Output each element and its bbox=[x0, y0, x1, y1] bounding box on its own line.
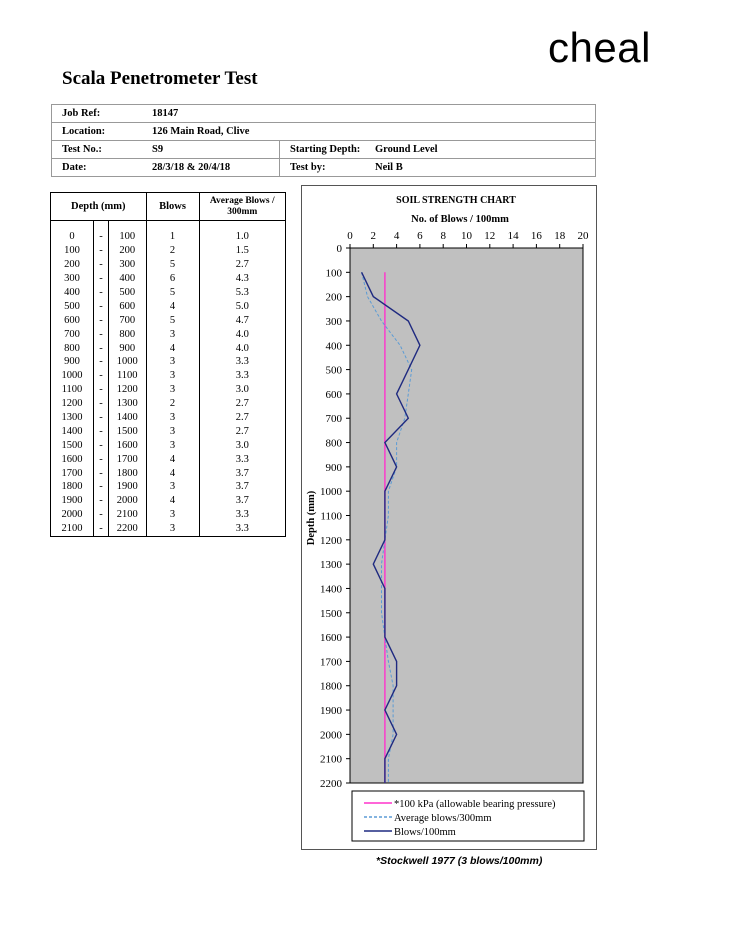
avg-blows-value: 3.0 bbox=[199, 383, 285, 397]
y-tick-label: 1700 bbox=[320, 656, 342, 669]
x-tick-label: 10 bbox=[461, 230, 472, 242]
table-row bbox=[51, 286, 286, 300]
x-tick-label: 4 bbox=[393, 230, 400, 242]
depth-from: 1500 bbox=[51, 438, 94, 452]
blows-value: 6 bbox=[146, 272, 199, 286]
y-tick-label: 1000 bbox=[320, 486, 342, 499]
depth-dash: - bbox=[94, 355, 109, 369]
depth-from: 500 bbox=[51, 299, 94, 313]
table-row bbox=[51, 438, 286, 452]
chart-title: SOIL STRENGTH CHART bbox=[396, 195, 516, 206]
table-row bbox=[51, 522, 286, 536]
table-row bbox=[51, 272, 286, 286]
blows-value: 3 bbox=[146, 369, 199, 383]
blows-value: 3 bbox=[146, 411, 199, 425]
depth-to: 1300 bbox=[109, 397, 147, 411]
depth-from: 0 bbox=[51, 230, 94, 244]
depth-to: 200 bbox=[109, 244, 147, 258]
depth-to: 400 bbox=[109, 272, 147, 286]
blows-value: 2 bbox=[146, 244, 199, 258]
table-row bbox=[51, 452, 286, 466]
depth-dash: - bbox=[94, 244, 109, 258]
y-tick-label: 500 bbox=[325, 364, 342, 377]
x-tick-label: 12 bbox=[484, 230, 496, 242]
blows-value: 5 bbox=[146, 286, 199, 300]
x-tick-label: 20 bbox=[577, 230, 589, 242]
depth-dash: - bbox=[94, 424, 109, 438]
avg-blows-value: 4.0 bbox=[199, 327, 285, 341]
blows-value: 3 bbox=[146, 522, 199, 536]
x-tick-label: 0 bbox=[347, 230, 353, 242]
avg-blows-value: 3.3 bbox=[199, 369, 285, 383]
avg-blows-value: 2.7 bbox=[199, 411, 285, 425]
depth-to: 800 bbox=[109, 327, 147, 341]
depth-dash: - bbox=[94, 230, 109, 244]
test-no-label: Test No.: bbox=[52, 141, 143, 159]
depth-from: 1600 bbox=[51, 452, 94, 466]
table-row bbox=[51, 341, 286, 355]
blows-value: 3 bbox=[146, 480, 199, 494]
x-tick-label: 16 bbox=[530, 230, 542, 242]
starting-depth-label: Starting Depth: bbox=[280, 141, 366, 159]
depth-to: 700 bbox=[109, 313, 147, 327]
depth-dash: - bbox=[94, 522, 109, 536]
avg-blows-value: 2.7 bbox=[199, 258, 285, 272]
depth-from: 400 bbox=[51, 286, 94, 300]
depth-dash: - bbox=[94, 299, 109, 313]
y-tick-label: 1600 bbox=[320, 632, 342, 645]
depth-dash: - bbox=[94, 341, 109, 355]
avg-blows-value: 3.3 bbox=[199, 355, 285, 369]
blows-value: 5 bbox=[146, 258, 199, 272]
y-tick-label: 1100 bbox=[320, 510, 342, 523]
depth-from: 1300 bbox=[51, 411, 94, 425]
depth-from: 1900 bbox=[51, 494, 94, 508]
legend-label: Average blows/300mm bbox=[394, 813, 492, 824]
blows-value: 1 bbox=[146, 230, 199, 244]
job-ref-label: Job Ref: bbox=[52, 105, 143, 123]
avg-blows-value: 3.7 bbox=[199, 480, 285, 494]
table-row bbox=[51, 466, 286, 480]
chart-legend bbox=[352, 791, 584, 841]
avg-blows-value: 4.3 bbox=[199, 272, 285, 286]
x-tick-label: 2 bbox=[370, 230, 377, 242]
depth-from: 2100 bbox=[51, 522, 94, 536]
blows-value: 4 bbox=[146, 466, 199, 480]
depth-from: 300 bbox=[51, 272, 94, 286]
depth-dash: - bbox=[94, 369, 109, 383]
y-tick-label: 700 bbox=[325, 413, 342, 426]
depth-from: 1800 bbox=[51, 480, 94, 494]
table-row bbox=[51, 299, 286, 313]
blows-value: 3 bbox=[146, 424, 199, 438]
depth-to: 1700 bbox=[109, 452, 147, 466]
y-tick-label: 300 bbox=[325, 315, 342, 328]
depth-from: 2000 bbox=[51, 508, 94, 522]
depth-from: 100 bbox=[51, 244, 94, 258]
depth-from: 1000 bbox=[51, 369, 94, 383]
table-row bbox=[51, 424, 286, 438]
depth-from: 700 bbox=[51, 327, 94, 341]
avg-blows-value: 1.5 bbox=[199, 244, 285, 258]
chart-svg bbox=[302, 186, 596, 849]
blows-value: 3 bbox=[146, 508, 199, 522]
blows-value: 3 bbox=[146, 327, 199, 341]
depth-from: 900 bbox=[51, 355, 94, 369]
y-tick-label: 1900 bbox=[320, 705, 342, 718]
depth-dash: - bbox=[94, 327, 109, 341]
depth-dash: - bbox=[94, 272, 109, 286]
table-row bbox=[51, 369, 286, 383]
starting-depth-value: Ground Level bbox=[365, 141, 596, 159]
date-value: 28/3/18 & 20/4/18 bbox=[142, 159, 280, 177]
chart-subtitle: No. of Blows / 100mm bbox=[411, 214, 509, 225]
location-label: Location: bbox=[52, 123, 143, 141]
depth-dash: - bbox=[94, 480, 109, 494]
depth-dash: - bbox=[94, 494, 109, 508]
y-tick-label: 1300 bbox=[320, 559, 342, 572]
blows-value: 4 bbox=[146, 341, 199, 355]
depth-to: 1100 bbox=[109, 369, 147, 383]
depth-from: 200 bbox=[51, 258, 94, 272]
blows-value: 3 bbox=[146, 438, 199, 452]
soil-strength-chart bbox=[301, 185, 597, 850]
depth-to: 1400 bbox=[109, 411, 147, 425]
depth-to: 1500 bbox=[109, 424, 147, 438]
avg-blows-value: 2.7 bbox=[199, 424, 285, 438]
table-row bbox=[51, 258, 286, 272]
depth-from: 1400 bbox=[51, 424, 94, 438]
depth-to: 500 bbox=[109, 286, 147, 300]
y-tick-label: 1200 bbox=[320, 534, 342, 547]
legend-label: *100 kPa (allowable bearing pressure) bbox=[394, 799, 556, 810]
date-label: Date: bbox=[52, 159, 143, 177]
depth-blows-table bbox=[50, 192, 286, 537]
blows-value: 4 bbox=[146, 494, 199, 508]
table-row bbox=[51, 494, 286, 508]
depth-to: 600 bbox=[109, 299, 147, 313]
depth-dash: - bbox=[94, 313, 109, 327]
depth-dash: - bbox=[94, 411, 109, 425]
avg-blows-value: 2.7 bbox=[199, 397, 285, 411]
col-avg-header: Average Blows / 300mm bbox=[199, 193, 285, 221]
avg-blows-value: 3.0 bbox=[199, 438, 285, 452]
company-logo: cheal bbox=[548, 24, 651, 71]
x-tick-label: 6 bbox=[417, 230, 423, 242]
depth-to: 1200 bbox=[109, 383, 147, 397]
y-tick-label: 900 bbox=[325, 461, 342, 474]
depth-dash: - bbox=[94, 438, 109, 452]
depth-to: 900 bbox=[109, 341, 147, 355]
table-row bbox=[51, 383, 286, 397]
depth-from: 600 bbox=[51, 313, 94, 327]
test-by-value: Neil B bbox=[365, 159, 596, 177]
depth-to: 2200 bbox=[109, 522, 147, 536]
y-tick-label: 400 bbox=[325, 340, 342, 353]
test-by-label: Test by: bbox=[280, 159, 366, 177]
y-tick-label: 1400 bbox=[320, 583, 342, 596]
depth-from: 1200 bbox=[51, 397, 94, 411]
table-row bbox=[51, 480, 286, 494]
depth-dash: - bbox=[94, 452, 109, 466]
y-tick-label: 0 bbox=[336, 243, 342, 255]
table-row bbox=[51, 411, 286, 425]
depth-to: 2100 bbox=[109, 508, 147, 522]
depth-dash: - bbox=[94, 508, 109, 522]
x-tick-label: 8 bbox=[440, 230, 446, 242]
depth-dash: - bbox=[94, 286, 109, 300]
y-tick-label: 800 bbox=[325, 437, 342, 450]
blows-value: 5 bbox=[146, 313, 199, 327]
location-value: 126 Main Road, Clive bbox=[142, 123, 596, 141]
job-ref-value: 18147 bbox=[142, 105, 596, 123]
depth-dash: - bbox=[94, 397, 109, 411]
x-tick-label: 14 bbox=[507, 230, 519, 242]
depth-dash: - bbox=[94, 258, 109, 272]
depth-to: 100 bbox=[109, 230, 147, 244]
blows-value: 4 bbox=[146, 452, 199, 466]
avg-blows-value: 3.3 bbox=[199, 452, 285, 466]
test-no-value: S9 bbox=[142, 141, 280, 159]
blows-value: 2 bbox=[146, 397, 199, 411]
depth-from: 1700 bbox=[51, 466, 94, 480]
x-tick-label: 18 bbox=[554, 230, 566, 242]
blows-value: 3 bbox=[146, 383, 199, 397]
col-depth-header: Depth (mm) bbox=[51, 193, 147, 221]
depth-to: 2000 bbox=[109, 494, 147, 508]
blows-value: 4 bbox=[146, 299, 199, 313]
depth-to: 300 bbox=[109, 258, 147, 272]
depth-from: 800 bbox=[51, 341, 94, 355]
blows-value: 3 bbox=[146, 355, 199, 369]
table-row bbox=[51, 244, 286, 258]
y-tick-label: 600 bbox=[325, 388, 342, 401]
avg-blows-value: 4.7 bbox=[199, 313, 285, 327]
table-row bbox=[51, 508, 286, 522]
table-row bbox=[51, 313, 286, 327]
test-info-table bbox=[51, 104, 596, 177]
avg-blows-value: 3.3 bbox=[199, 522, 285, 536]
table-row bbox=[51, 230, 286, 244]
table-row bbox=[51, 397, 286, 411]
table-row bbox=[51, 327, 286, 341]
y-tick-label: 1800 bbox=[320, 680, 342, 693]
y-tick-label: 100 bbox=[325, 267, 342, 280]
avg-blows-value: 3.3 bbox=[199, 508, 285, 522]
avg-blows-value: 4.0 bbox=[199, 341, 285, 355]
depth-dash: - bbox=[94, 383, 109, 397]
avg-blows-value: 1.0 bbox=[199, 230, 285, 244]
depth-to: 1600 bbox=[109, 438, 147, 452]
avg-blows-value: 5.0 bbox=[199, 299, 285, 313]
y-tick-label: 200 bbox=[325, 291, 342, 304]
y-tick-label: 2000 bbox=[320, 729, 342, 742]
depth-to: 1800 bbox=[109, 466, 147, 480]
page-title: Scala Penetrometer Test bbox=[62, 68, 258, 89]
avg-blows-value: 3.7 bbox=[199, 466, 285, 480]
depth-from: 1100 bbox=[51, 383, 94, 397]
y-tick-label: 1500 bbox=[320, 607, 342, 620]
y-tick-label: 2200 bbox=[320, 778, 342, 790]
y-tick-label: 2100 bbox=[320, 753, 342, 766]
y-axis-label: Depth (mm) bbox=[306, 490, 317, 546]
col-blows-header: Blows bbox=[146, 193, 199, 221]
avg-blows-value: 5.3 bbox=[199, 286, 285, 300]
legend-label: Blows/100mm bbox=[394, 827, 456, 838]
depth-to: 1000 bbox=[109, 355, 147, 369]
depth-to: 1900 bbox=[109, 480, 147, 494]
avg-blows-value: 3.7 bbox=[199, 494, 285, 508]
footnote: *Stockwell 1977 (3 blows/100mm) bbox=[376, 855, 543, 867]
depth-dash: - bbox=[94, 466, 109, 480]
table-row bbox=[51, 355, 286, 369]
